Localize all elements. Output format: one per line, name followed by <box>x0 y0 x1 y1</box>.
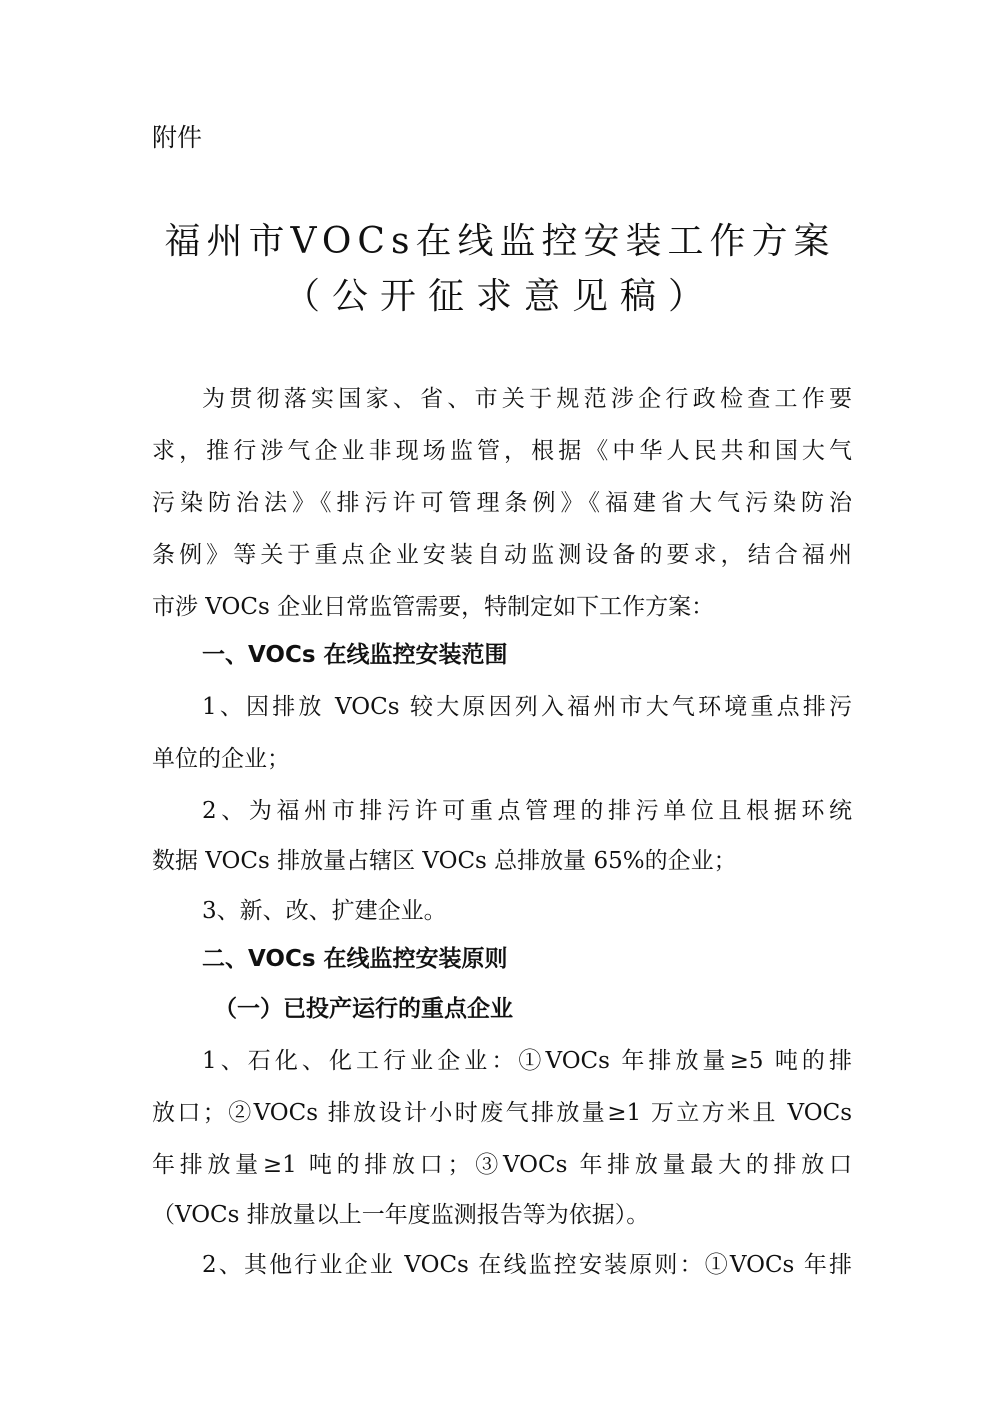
section1-item2-line-2: 数据 VOCs 排放量占辖区 VOCs 总排放量 65%的企业； <box>152 848 737 874</box>
intro-line-4: 条例》等关于重点企业安装自动监测设备的要求，结合福州 <box>152 542 852 568</box>
intro-line-1: 为贯彻落实国家、省、市关于规范涉企行政检查工作要 <box>202 386 852 412</box>
intro-line-5: 市涉 VOCs 企业日常监管需要，特制定如下工作方案： <box>152 594 715 620</box>
attachment-label: 附件 <box>152 123 203 152</box>
section2-item1-line-4: （VOCs 排放量以上一年度监测报告等为依据）。 <box>152 1202 650 1228</box>
section2-item1-line-3: 年排放量≥1 吨的排放口；③VOCs 年排放量最大的排放口 <box>152 1152 852 1178</box>
section2-item1-line-2: 放口；②VOCs 排放设计小时废气排放量≥1 万立方米且 VOCs <box>152 1100 852 1126</box>
document-title: 福州市VOCs在线监控安装工作方案 <box>164 221 836 262</box>
section2-heading: 二、VOCs 在线监控安装原则 <box>202 946 508 972</box>
section2-item1-line-1: 1、石化、化工行业企业：①VOCs 年排放量≥5 吨的排 <box>202 1048 852 1074</box>
intro-line-2: 求，推行涉气企业非现场监管，根据《中华人民共和国大气 <box>152 438 852 464</box>
intro-line-3: 污染防治法》《排污许可管理条例》《福建省大气污染防治 <box>152 490 852 516</box>
section1-item2-line-1: 2、为福州市排污许可重点管理的排污单位且根据环统 <box>202 798 852 824</box>
document-subtitle: （公开征求意见稿） <box>283 276 716 317</box>
section2-item2-line-1: 2、其他行业企业 VOCs 在线监控安装原则：①VOCs 年排 <box>202 1252 852 1278</box>
section1-heading: 一、VOCs 在线监控安装范围 <box>202 642 508 668</box>
section2-subheading-1: （一）已投产运行的重点企业 <box>214 996 513 1022</box>
section1-item3: 3、新、改、扩建企业。 <box>202 898 447 924</box>
section1-item1-line-1: 1、因排放 VOCs 较大原因列入福州市大气环境重点排污 <box>202 694 852 720</box>
section1-item1-line-2: 单位的企业； <box>152 746 290 772</box>
